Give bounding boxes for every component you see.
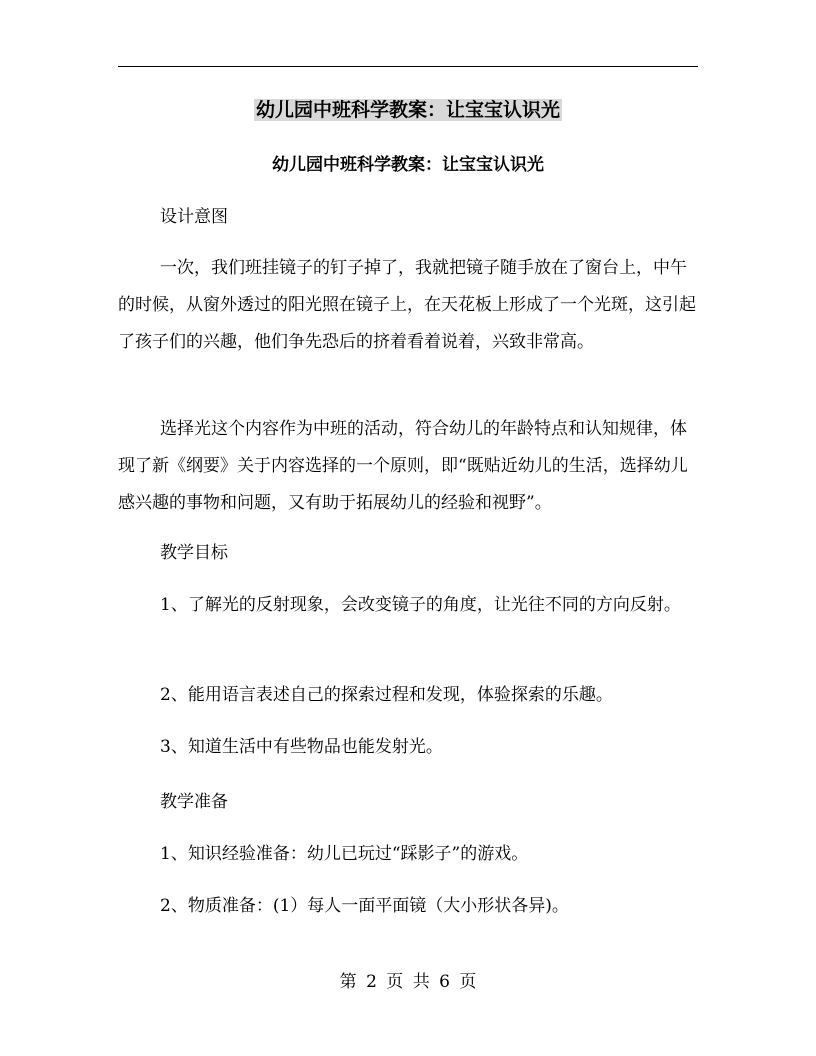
document-subtitle: 幼儿园中班科学教案：让宝宝认识光 — [272, 155, 544, 175]
document-title — [0, 96, 816, 124]
section-heading-preparation: 教学准备 — [160, 792, 228, 812]
section-heading-design: 设计意图 — [160, 207, 228, 227]
goal-item-2: 2、能用语言表述自己的探索过程和发现，体验探索的乐趣。 — [160, 685, 613, 705]
paragraph-design-1: 一次，我们班挂镜子的钉子掉了，我就把镜子随手放在了窗台上，中午的时候，从窗外透过的阳光照在镜子上，在天花板上形成了一个光斑，这引起了孩子们的兴趣，他们争先恐后的挤着看着说着，兴致非常高。 — [118, 258, 696, 352]
document-title-text: 幼儿园中班科学教案：让宝宝认识光 — [255, 99, 560, 121]
goal-item-1: 1、了解光的反射现象，会改变镜子的角度，让光往不同的方向反射。 — [160, 595, 681, 615]
paragraph-design-2: 选择光这个内容作为中班的活动，符合幼儿的年龄特点和认知规律，体现了新《纲要》关于内容选择的一个原则，即“既贴近幼儿的生活，选择幼儿感兴趣的事物和问题，又有助于拓展幼儿的经验和视野”。 — [118, 419, 688, 513]
preparation-item-1: 1、知识经验准备：幼儿已玩过“踩影子”的游戏。 — [160, 844, 529, 864]
goal-item-3: 3、知道生活中有些物品也能发射光。 — [160, 737, 443, 757]
section-heading-goals: 教学目标 — [160, 543, 228, 563]
page-number-footer: 第 2 页 共 6 页 — [339, 972, 477, 992]
header-rule — [118, 66, 698, 67]
preparation-item-2: 2、物质准备：(1）每人一面平面镜（大小形状各异)。 — [160, 896, 569, 916]
